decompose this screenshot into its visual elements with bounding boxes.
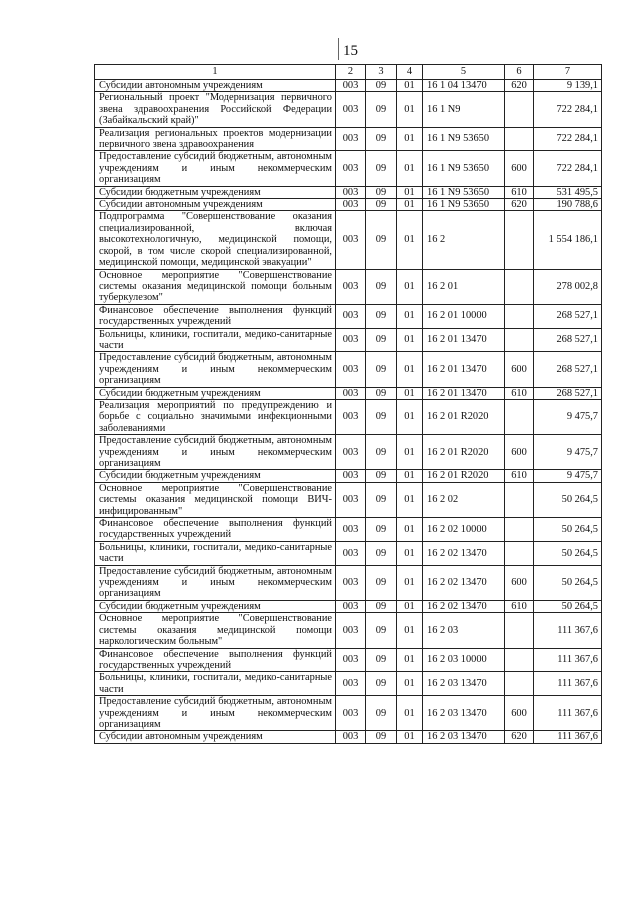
row-target-code-cell: 16 2 01 13470 (423, 352, 505, 387)
row-subsection-cell: 01 (397, 518, 423, 542)
row-code-cell: 003 (336, 518, 366, 542)
table-row (95, 613, 602, 648)
table-row (95, 304, 602, 328)
row-code-cell: 003 (336, 199, 366, 211)
table-row (95, 127, 602, 151)
row-code-cell: 003 (336, 541, 366, 565)
row-target-code-cell: 16 2 02 13470 (423, 565, 505, 600)
row-section-cell: 09 (366, 328, 397, 352)
row-amount-cell: 9 475,7 (534, 470, 602, 482)
row-name-cell: Предоставление субсидий бюджетным, автономным учреждениям и иным некоммерческим организациям (95, 696, 336, 731)
row-name-cell: Основное мероприятие "Совершенствование системы оказания медицинской помощи наркологическим больным" (95, 613, 336, 648)
table-row (95, 565, 602, 600)
row-target-code-cell: 16 2 02 (423, 482, 505, 517)
row-name-cell: Предоставление субсидий бюджетным, автономным учреждениям и иным некоммерческим организациям (95, 565, 336, 600)
row-code-cell: 003 (336, 648, 366, 672)
row-subsection-cell: 01 (397, 328, 423, 352)
row-target-code-cell: 16 2 01 R2020 (423, 435, 505, 470)
row-name-cell: Подпрограмма "Совершенствование оказания специализированной, включая высокотехнологичную, медицинской помощи, скорой, в том числе скорой специализированной, медицинской помощи, медицинской эвакуации" (95, 211, 336, 269)
row-code-cell: 003 (336, 186, 366, 198)
row-code-cell: 003 (336, 211, 366, 269)
row-code-cell: 003 (336, 151, 366, 186)
margin-rule (338, 38, 339, 60)
row-expense-type-cell (505, 304, 534, 328)
row-code-cell: 003 (336, 387, 366, 399)
row-section-cell: 09 (366, 731, 397, 743)
row-amount-cell: 111 367,6 (534, 613, 602, 648)
row-expense-type-cell: 620 (505, 199, 534, 211)
row-name-cell: Субсидии автономным учреждениям (95, 199, 336, 211)
row-section-cell: 09 (366, 352, 397, 387)
row-name-cell: Предоставление субсидий бюджетным, автономным учреждениям и иным некоммерческим организациям (95, 151, 336, 186)
row-subsection-cell: 01 (397, 199, 423, 211)
row-expense-type-cell (505, 482, 534, 517)
row-name-cell: Финансовое обеспечение выполнения функций государственных учреждений (95, 518, 336, 542)
row-subsection-cell: 01 (397, 127, 423, 151)
row-subsection-cell: 01 (397, 435, 423, 470)
row-expense-type-cell: 620 (505, 731, 534, 743)
row-name-cell: Субсидии автономным учреждениям (95, 731, 336, 743)
row-subsection-cell: 01 (397, 613, 423, 648)
row-section-cell: 09 (366, 648, 397, 672)
row-expense-type-cell: 600 (505, 352, 534, 387)
row-target-code-cell: 16 2 01 13470 (423, 387, 505, 399)
row-section-cell: 09 (366, 304, 397, 328)
table-row (95, 518, 602, 542)
row-amount-cell: 1 554 186,1 (534, 211, 602, 269)
row-expense-type-cell (505, 672, 534, 696)
row-target-code-cell: 16 2 02 10000 (423, 518, 505, 542)
row-code-cell: 003 (336, 304, 366, 328)
row-section-cell: 09 (366, 127, 397, 151)
row-name-cell: Субсидии автономным учреждениям (95, 80, 336, 92)
row-section-cell: 09 (366, 269, 397, 304)
table-row (95, 696, 602, 731)
row-name-cell: Основное мероприятие "Совершенствование системы оказания медицинской помощи больным туберкулезом" (95, 269, 336, 304)
row-amount-cell: 268 527,1 (534, 328, 602, 352)
row-target-code-cell: 16 2 01 (423, 269, 505, 304)
row-target-code-cell: 16 1 N9 53650 (423, 127, 505, 151)
row-amount-cell: 50 264,5 (534, 600, 602, 612)
row-subsection-cell: 01 (397, 352, 423, 387)
row-section-cell: 09 (366, 470, 397, 482)
row-target-code-cell: 16 2 01 R2020 (423, 399, 505, 434)
row-name-cell: Региональный проект "Модернизация первичного звена здравоохранения Российской Федерации (Забайкальский край)" (95, 92, 336, 127)
row-subsection-cell: 01 (397, 186, 423, 198)
row-amount-cell: 50 264,5 (534, 482, 602, 517)
row-target-code-cell: 16 1 04 13470 (423, 80, 505, 92)
row-target-code-cell: 16 1 N9 (423, 92, 505, 127)
row-expense-type-cell: 600 (505, 435, 534, 470)
row-section-cell: 09 (366, 186, 397, 198)
row-amount-cell: 111 367,6 (534, 648, 602, 672)
row-section-cell: 09 (366, 482, 397, 517)
row-subsection-cell: 01 (397, 731, 423, 743)
row-name-cell: Основное мероприятие "Совершенствование системы оказания медицинской помощи ВИЧ-инфицированным" (95, 482, 336, 517)
row-code-cell: 003 (336, 80, 366, 92)
row-expense-type-cell (505, 92, 534, 127)
row-code-cell: 003 (336, 435, 366, 470)
row-code-cell: 003 (336, 482, 366, 517)
row-amount-cell: 111 367,6 (534, 696, 602, 731)
row-subsection-cell: 01 (397, 696, 423, 731)
row-section-cell: 09 (366, 696, 397, 731)
row-code-cell: 003 (336, 613, 366, 648)
row-subsection-cell: 01 (397, 269, 423, 304)
column-header: 5 (423, 65, 505, 80)
table-row (95, 151, 602, 186)
row-amount-cell: 190 788,6 (534, 199, 602, 211)
row-name-cell: Предоставление субсидий бюджетным, автономным учреждениям и иным некоммерческим организациям (95, 435, 336, 470)
row-amount-cell: 50 264,5 (534, 518, 602, 542)
table-row (95, 435, 602, 470)
row-name-cell: Финансовое обеспечение выполнения функций государственных учреждений (95, 648, 336, 672)
row-amount-cell: 722 284,1 (534, 127, 602, 151)
row-subsection-cell: 01 (397, 565, 423, 600)
row-target-code-cell: 16 2 03 10000 (423, 648, 505, 672)
row-name-cell: Больницы, клиники, госпитали, медико-санитарные части (95, 541, 336, 565)
column-header: 7 (534, 65, 602, 80)
row-amount-cell: 9 475,7 (534, 435, 602, 470)
row-expense-type-cell: 620 (505, 80, 534, 92)
row-subsection-cell: 01 (397, 600, 423, 612)
row-amount-cell: 268 527,1 (534, 352, 602, 387)
table-row (95, 399, 602, 434)
table-row (95, 269, 602, 304)
row-amount-cell: 722 284,1 (534, 151, 602, 186)
row-expense-type-cell (505, 541, 534, 565)
row-name-cell: Реализация региональных проектов модернизации первичного звена здравоохранения (95, 127, 336, 151)
row-section-cell: 09 (366, 435, 397, 470)
row-subsection-cell: 01 (397, 211, 423, 269)
table-row (95, 80, 602, 92)
column-header: 6 (505, 65, 534, 80)
column-header: 4 (397, 65, 423, 80)
row-subsection-cell: 01 (397, 648, 423, 672)
row-amount-cell: 278 002,8 (534, 269, 602, 304)
column-header: 1 (95, 65, 336, 80)
row-code-cell: 003 (336, 399, 366, 434)
row-target-code-cell: 16 2 01 R2020 (423, 470, 505, 482)
row-section-cell: 09 (366, 672, 397, 696)
row-name-cell: Финансовое обеспечение выполнения функций государственных учреждений (95, 304, 336, 328)
row-name-cell: Предоставление субсидий бюджетным, автономным учреждениям и иным некоммерческим организациям (95, 352, 336, 387)
table-row (95, 470, 602, 482)
row-name-cell: Субсидии бюджетным учреждениям (95, 470, 336, 482)
row-target-code-cell: 16 2 03 13470 (423, 731, 505, 743)
column-header: 2 (336, 65, 366, 80)
table-row (95, 482, 602, 517)
row-expense-type-cell (505, 269, 534, 304)
row-amount-cell: 9 475,7 (534, 399, 602, 434)
row-code-cell: 003 (336, 127, 366, 151)
row-code-cell: 003 (336, 696, 366, 731)
row-expense-type-cell (505, 648, 534, 672)
row-target-code-cell: 16 2 02 13470 (423, 541, 505, 565)
row-code-cell: 003 (336, 92, 366, 127)
row-code-cell: 003 (336, 328, 366, 352)
table-row (95, 731, 602, 743)
row-name-cell: Субсидии бюджетным учреждениям (95, 387, 336, 399)
table-row (95, 211, 602, 269)
row-code-cell: 003 (336, 565, 366, 600)
row-amount-cell: 531 495,5 (534, 186, 602, 198)
row-expense-type-cell (505, 399, 534, 434)
row-amount-cell: 111 367,6 (534, 672, 602, 696)
table-row (95, 199, 602, 211)
budget-table (94, 64, 602, 744)
table-row (95, 541, 602, 565)
row-expense-type-cell: 610 (505, 470, 534, 482)
table-row (95, 648, 602, 672)
row-expense-type-cell: 610 (505, 387, 534, 399)
row-amount-cell: 722 284,1 (534, 92, 602, 127)
row-code-cell: 003 (336, 731, 366, 743)
row-name-cell: Больницы, клиники, госпитали, медико-санитарные части (95, 672, 336, 696)
row-section-cell: 09 (366, 199, 397, 211)
row-section-cell: 09 (366, 151, 397, 186)
row-subsection-cell: 01 (397, 304, 423, 328)
row-section-cell: 09 (366, 565, 397, 600)
row-target-code-cell: 16 2 03 13470 (423, 696, 505, 731)
table-row (95, 672, 602, 696)
row-target-code-cell: 16 2 (423, 211, 505, 269)
table-body (95, 80, 602, 744)
row-expense-type-cell (505, 613, 534, 648)
row-subsection-cell: 01 (397, 151, 423, 186)
row-name-cell: Субсидии бюджетным учреждениям (95, 600, 336, 612)
row-amount-cell: 9 139,1 (534, 80, 602, 92)
row-section-cell: 09 (366, 600, 397, 612)
row-subsection-cell: 01 (397, 541, 423, 565)
table-row (95, 600, 602, 612)
row-target-code-cell: 16 2 01 10000 (423, 304, 505, 328)
row-code-cell: 003 (336, 352, 366, 387)
row-expense-type-cell: 610 (505, 186, 534, 198)
row-subsection-cell: 01 (397, 387, 423, 399)
row-expense-type-cell: 610 (505, 600, 534, 612)
row-target-code-cell: 16 1 N9 53650 (423, 199, 505, 211)
row-section-cell: 09 (366, 613, 397, 648)
row-section-cell: 09 (366, 387, 397, 399)
row-expense-type-cell (505, 127, 534, 151)
table-row (95, 92, 602, 127)
row-section-cell: 09 (366, 399, 397, 434)
row-name-cell: Субсидии бюджетным учреждениям (95, 186, 336, 198)
row-target-code-cell: 16 2 03 (423, 613, 505, 648)
table-row (95, 328, 602, 352)
row-subsection-cell: 01 (397, 80, 423, 92)
row-subsection-cell: 01 (397, 672, 423, 696)
row-amount-cell: 50 264,5 (534, 541, 602, 565)
table-row (95, 352, 602, 387)
row-expense-type-cell: 600 (505, 696, 534, 731)
page-number: 15 (343, 43, 358, 59)
row-code-cell: 003 (336, 470, 366, 482)
row-subsection-cell: 01 (397, 399, 423, 434)
row-amount-cell: 50 264,5 (534, 565, 602, 600)
column-header: 3 (366, 65, 397, 80)
row-subsection-cell: 01 (397, 470, 423, 482)
row-amount-cell: 268 527,1 (534, 304, 602, 328)
row-section-cell: 09 (366, 80, 397, 92)
row-name-cell: Реализация мероприятий по предупреждению и борьбе с социально значимыми инфекционными заболеваниями (95, 399, 336, 434)
row-code-cell: 003 (336, 672, 366, 696)
row-amount-cell: 268 527,1 (534, 387, 602, 399)
row-target-code-cell: 16 2 03 13470 (423, 672, 505, 696)
row-code-cell: 003 (336, 269, 366, 304)
row-expense-type-cell (505, 518, 534, 542)
row-target-code-cell: 16 1 N9 53650 (423, 151, 505, 186)
row-code-cell: 003 (336, 600, 366, 612)
row-section-cell: 09 (366, 518, 397, 542)
row-target-code-cell: 16 2 01 13470 (423, 328, 505, 352)
row-section-cell: 09 (366, 92, 397, 127)
row-subsection-cell: 01 (397, 92, 423, 127)
header-row (95, 65, 602, 80)
row-subsection-cell: 01 (397, 482, 423, 517)
row-expense-type-cell: 600 (505, 565, 534, 600)
row-expense-type-cell: 600 (505, 151, 534, 186)
row-amount-cell: 111 367,6 (534, 731, 602, 743)
row-name-cell: Больницы, клиники, госпитали, медико-санитарные части (95, 328, 336, 352)
row-expense-type-cell (505, 328, 534, 352)
row-target-code-cell: 16 1 N9 53650 (423, 186, 505, 198)
row-target-code-cell: 16 2 02 13470 (423, 600, 505, 612)
table-row (95, 186, 602, 198)
row-section-cell: 09 (366, 541, 397, 565)
row-section-cell: 09 (366, 211, 397, 269)
row-expense-type-cell (505, 211, 534, 269)
table-row (95, 387, 602, 399)
